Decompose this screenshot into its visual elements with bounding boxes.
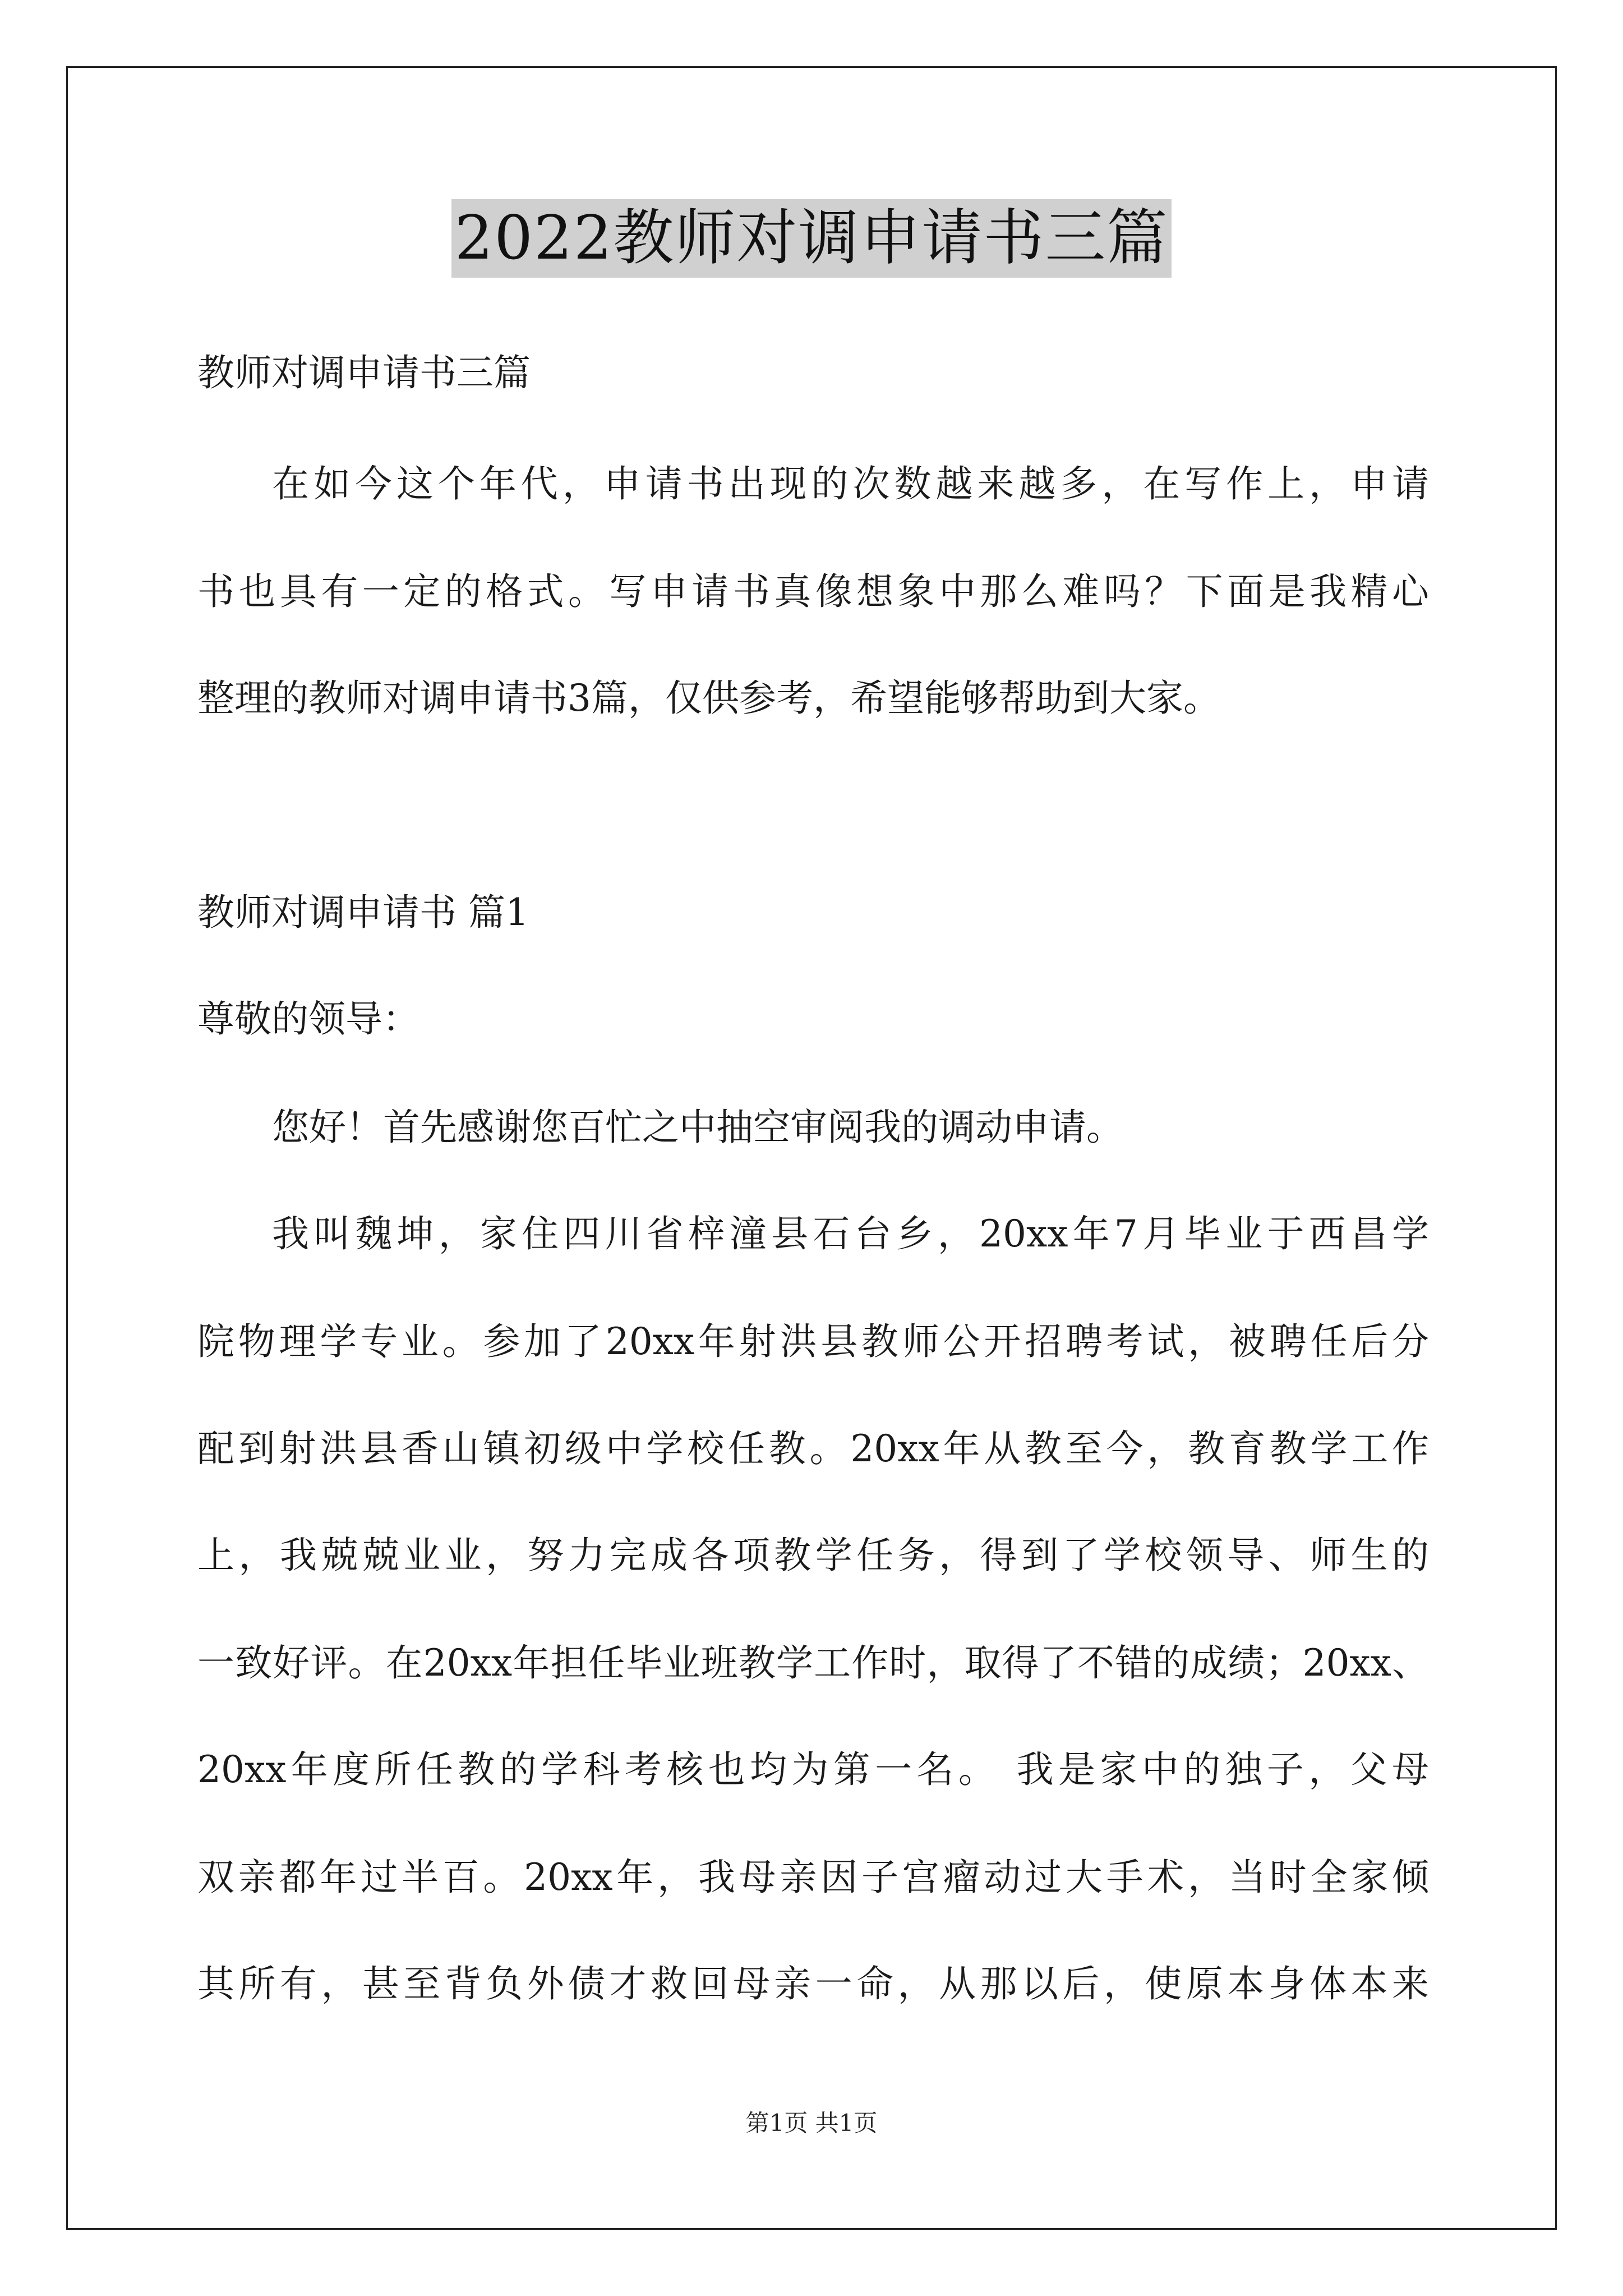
body-line-4: 上，我兢兢业业，努力完成各项教学任务，得到了学校领导、师生的: [197, 1534, 1429, 1577]
body-line-1: 我叫魏坤，家住四川省梓潼县石台乡，20xx年7月毕业于西昌学: [272, 1212, 1429, 1255]
body-line-5: 一致好评。在20xx年担任毕业班教学工作时，取得了不错的成绩；20xx、: [197, 1641, 1429, 1685]
body-line-3: 配到射洪县香山镇初级中学校任教。20xx年从教至今，教育教学工作: [197, 1427, 1429, 1470]
document-title: 2022教师对调申请书三篇: [451, 199, 1172, 278]
body-line-2: 院物理学专业。参加了20xx年射洪县教师公开招聘考试，被聘任后分: [197, 1320, 1429, 1363]
body-line-8: 其所有，甚至背负外债才救回母亲一命，从那以后，使原本身体本来: [197, 1962, 1429, 2005]
section-heading: 教师对调申请书 篇1: [197, 891, 529, 934]
intro-line-1: 在如今这个年代，申请书出现的次数越来越多，在写作上，申请: [272, 462, 1429, 505]
greeting-line: 您好！首先感谢您百忙之中抽空审阅我的调动申请。: [272, 1106, 1123, 1149]
intro-line-2: 书也具有一定的格式。写申请书真像想象中那么难吗？下面是我精心: [197, 570, 1429, 613]
page-footer: 第1页 共1页: [745, 2109, 878, 2137]
document-subtitle: 教师对调申请书三篇: [197, 351, 531, 394]
salutation: 尊敬的领导：: [197, 997, 419, 1041]
intro-line-3: 整理的教师对调申请书3篇，仅供参考，希望能够帮助到大家。: [197, 677, 1220, 720]
title-container: [0, 199, 1623, 278]
body-line-6: 20xx年度所任教的学科考核也均为第一名。 我是家中的独子，父母: [197, 1748, 1429, 1791]
body-line-7: 双亲都年过半百。20xx年，我母亲因子宫瘤动过大手术，当时全家倾: [197, 1856, 1429, 1899]
